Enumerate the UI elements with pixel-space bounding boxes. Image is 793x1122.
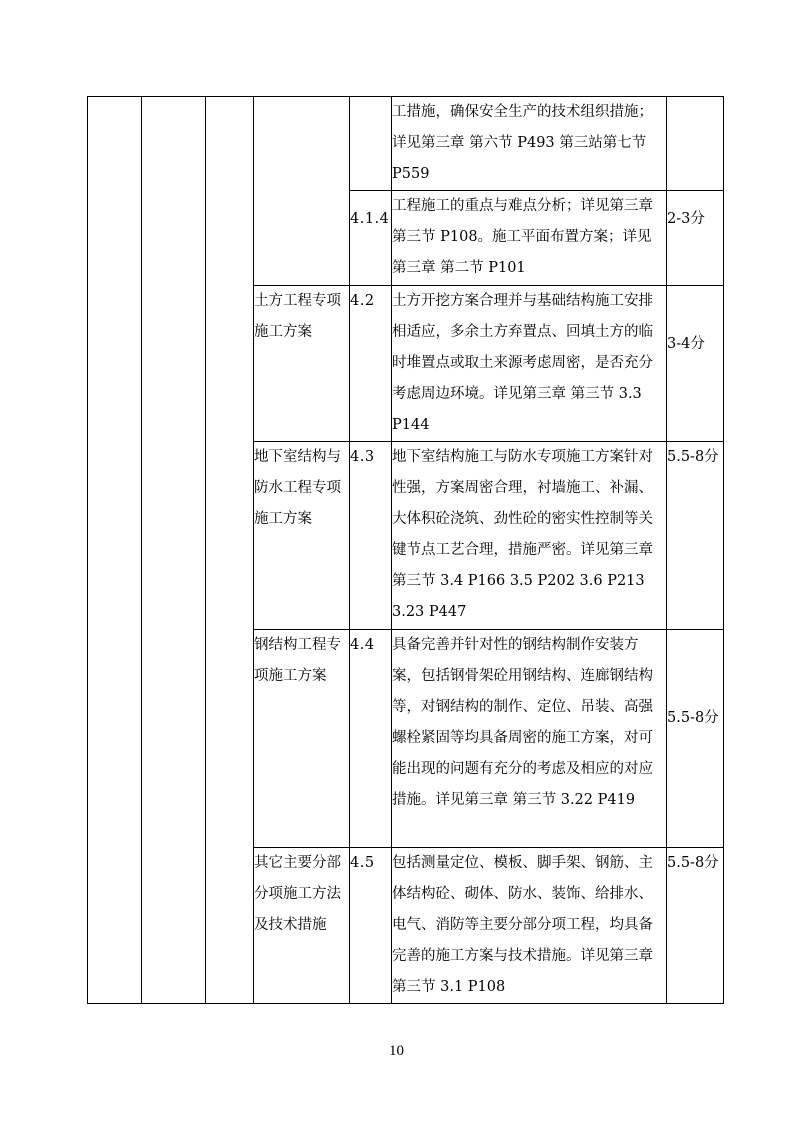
row-description: 地下室结构施工与防水专项施工方案针对性强，方案周密合理，衬墙施工、补漏、大体积砼浇筑、劲性砼的密实性控制等关键节点工艺合理，措施严密。详见第三章 第三节 3.4 P166 3.5 P202 3.6 P213 3.23 P447 <box>392 442 667 630</box>
row-name: 钢结构工程专项施工方案 <box>254 630 350 848</box>
row-description: 包括测量定位、模板、脚手架、钢筋、主体结构砼、砌体、防水、装饰、给排水、电气、消防等主要分部分项工程，均具备完善的施工方案与技术措施。详见第三章 第三节 3.1 P108 <box>392 848 667 1004</box>
blank-column-2 <box>142 97 206 1004</box>
row-score: 5.5-8分 <box>667 630 724 848</box>
blank-column-1 <box>88 97 142 1004</box>
row-number: 4.1.4 <box>350 191 392 286</box>
row-score <box>667 97 724 191</box>
row-number <box>350 97 392 191</box>
row-number: 4.4 <box>350 630 392 848</box>
row-number: 4.2 <box>350 286 392 442</box>
table-row <box>88 97 724 191</box>
row-description: 具备完善并针对性的钢结构制作安装方案，包括钢骨架砼用钢结构、连廊钢结构等，对钢结构的制作、定位、吊装、高强螺栓紧固等均具备周密的施工方案，对可能出现的问题有充分的考虑及相应的对应措施。详见第三章 第三节 3.22 P419 <box>392 630 667 848</box>
row-name: 地下室结构与防水工程专项施工方案 <box>254 442 350 630</box>
row-description: 工措施，确保安全生产的技术组织措施；详见第三章 第六节 P493 第三站第七节 P559 <box>392 97 667 191</box>
page-number: 10 <box>389 1043 404 1059</box>
row-score: 3-4分 <box>667 286 724 442</box>
row-score: 5.5-8分 <box>667 442 724 630</box>
evaluation-table <box>87 96 724 1004</box>
row-name: 其它主要分部分项施工方法及技术措施 <box>254 848 350 1004</box>
row-number: 4.5 <box>350 848 392 1004</box>
row-score: 5.5-8分 <box>667 848 724 1004</box>
row-name <box>254 97 350 286</box>
row-description: 土方开挖方案合理并与基础结构施工安排相适应，多余土方弃置点、回填土方的临时堆置点或取土来源考虑周密，是否充分考虑周边环境。详见第三章 第三节 3.3 P144 <box>392 286 667 442</box>
row-description: 工程施工的重点与难点分析；详见第三章 第三节 P108。施工平面布置方案；详见第三章 第二节 P101 <box>392 191 667 286</box>
row-name: 土方工程专项施工方案 <box>254 286 350 442</box>
row-number: 4.3 <box>350 442 392 630</box>
blank-column-3 <box>206 97 254 1004</box>
row-score: 2-3分 <box>667 191 724 286</box>
